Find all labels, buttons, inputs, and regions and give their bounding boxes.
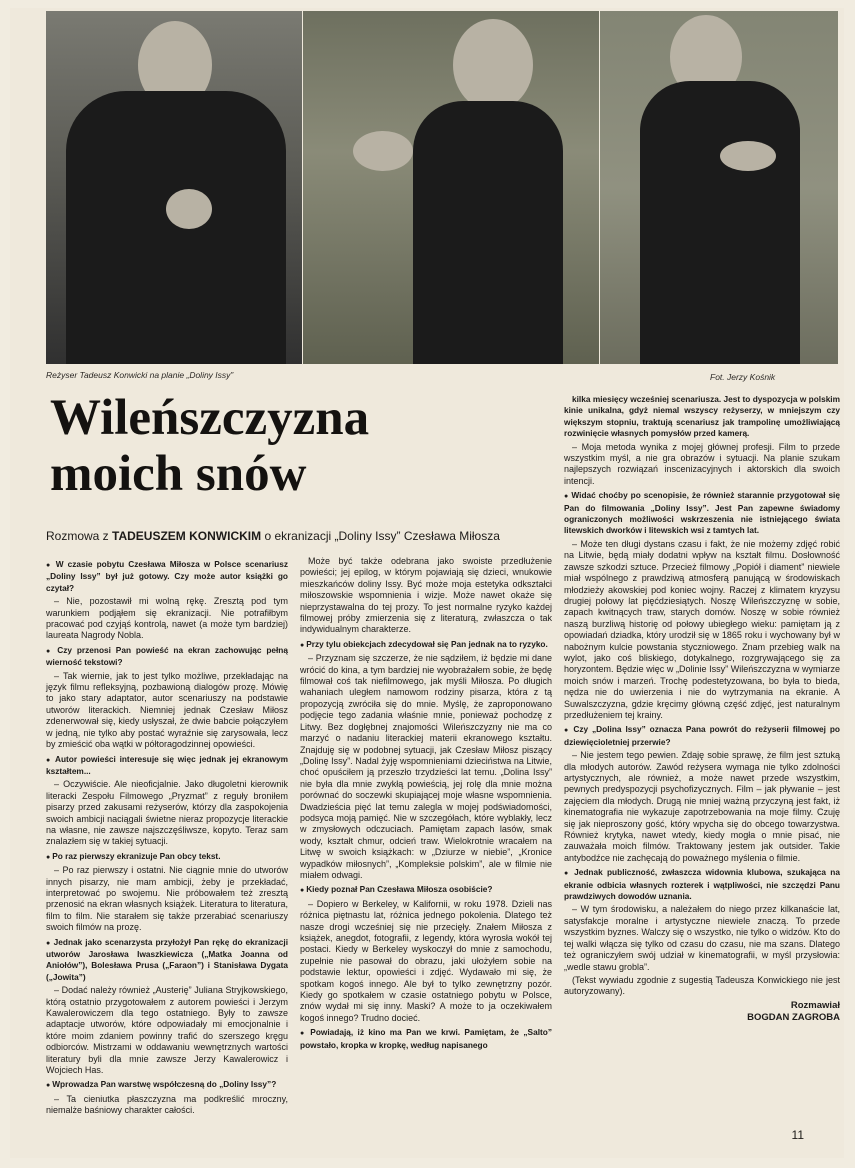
photo-konwicki-center: [303, 11, 599, 364]
interview-answer: – Dopiero w Berkeley, w Kalifornii, w roku 1978. Dzieli nas różnica piętnastu lat, różnica jednego pokolenia. Dlatego też nasze drogi wcześniej się nie przecięły. Znałem Miłosza z książek, anegdot, fotografii, z legendy, która wyrosła wokół tej postaci. Kiedy w Berkeley wyskoczył do mnie z samochodu, zupełnie nie pasował do obrazu, jaki ułożyłem sobie na podstawie lektur, opowieści i zdjęć. Wydawało mi się, że spotkam kogoś innego. Ale był to tylko zewnętrzny pozór. Kiedy go spotkałem w czasie ostatniego pobytu w Polsce, znów wydał mi się inny. Maski? A może to ja oczekiwałem kogoś innego? Trudno docieć.: [300, 898, 552, 1023]
interview-answer: – Ta cieniutka płaszczyzna ma podkreślić mroczny, niemalże baśniowy charakter całości.: [46, 1093, 288, 1116]
interview-answer: (Tekst wywiadu zgodnie z sugestią Tadeusza Konwickiego nie jest autoryzowany).: [564, 974, 840, 997]
interview-answer: – W tym środowisku, a należałem do niego przez kilkanaście lat, satysfakcje moralne i artystyczne niewiele znaczą. To przede wszystkim byznes. Walczy się o wszystko, nie tylko o widzów. Kto do tej walki włącza się tylko od czasu do czasu, nie ma szans. Dlatego też ograniczyłem swój udział w kinematografii, w myśl przysłowia: „wedle stawu grobla”.: [564, 904, 840, 972]
interview-answer: – Przyznam się szczerze, że nie sądziłem, iż będzie mi dane wrócić do kina, a tym bardziej nie wyobrażałem sobie, że będę filmował coś tak niefilmowego, jak myśli Miłosza. Po długich wahaniach uległem namowom rodziny pisarza, która z tą propozycją zwróciła się do mnie. Myślę, że zaproponowano podjęcie tego zadania właśnie mnie, ponieważ pochodzę z Litwy. Bez dogłębnej znajomości Wileńszczyzny nie ma co marzyć o nadaniu literackiej materii ekranowego kształtu. Znajduję się w podobnej sytuacji, jak Czesław Miłosz piszący „Dolinę Issy”. Nadal żyję wspomnieniami dzieciństwa na Litwie, choć opuściłem ją przeszło trzydzieści lat temu. „Dolina Issy” nie była dla mnie zwykłą powieścią, jej rolę dla mnie można porównać do soczewki skupiającej moje własne wspomnienia. Dwadzieścia pięć lat temu zalegla w mojej podświadomości, podsyca moją pamięć. Nie w szczegółach, które wyblakły, lecz w zmysłowych odczuciach. Pamiętam zapach lasów, smak wody, kształt chmur, odcień traw. Wielokrotnie wracałem na Litwę w swoich książkach: w „Dziurze w niebie”, „Kronice wypadków miłosnych”, „Kompleksie polskim”, ale w filmie nie miałem odwagi.: [300, 653, 552, 880]
interview-question: ● Jednak jako scenarzysta przyłożył Pan rękę do ekranizacji utworów Jarosława Iwaszkiewicza („Matka Joanna od Aniołów”), Bolesława Prusa („Faraon”) i Stanisława Dygata („Jowita”): [46, 937, 288, 984]
photo-figure: [66, 91, 286, 364]
interview-question: ● Czy przenosi Pan powieść na ekran zachowując pełną wierność tekstowi?: [46, 645, 288, 669]
interview-question: ● Wprowadza Pan warstwę współczesną do „Doliny Issy”?: [46, 1079, 288, 1091]
text-column-2: [300, 556, 552, 1053]
article-subtitle: [46, 529, 500, 543]
interview-answer: – Oczywiście. Ale nieoficjalnie. Jako długoletni kierownik literacki Zespołu Filmowego „Pryzmat” z reguły broniłem pisarzy przed zakusami reżyserów, którzy dla zaspokojenia swoich ambicji naciągali świetne nieraz propozycje literackie na własne, nie zawsze najszczęśliwsze, kopyto. Teraz sam znalazłem się w takiej sytuacji.: [46, 779, 288, 847]
interview-answer: – Tak wiernie, jak to jest tylko możliwe, przekładając na język filmu refleksyjną, pozbawioną dialogów prozę. Mówię to jako stary adaptator, autor scenariuszy na podstawie utworów literackich. Niemniej jednak Czesław Miłosz zdenerwował się, kiedy usłyszał, że dwie babcie połączyłem w jedną, nie tylko aby postać wyraźnie się zarysowała, lecz by zmieścić oba wątki w półtoragodzinnej opowieści.: [46, 670, 288, 750]
interview-answer: – Nie jestem tego pewien. Zdaję sobie sprawę, że film jest sztuką dla młodych autorów. Zawód reżysera wymaga nie tylko zdolności artystycznych, ale również, a może nawet przede wszystkim, pewnych predyspozycji psychofizycznych. Film – jak pływanie – jest zajęciem dla młodych. Drugą nie mniej ważną przyczyną jest fakt, iż kinematografia nie wykazuje zapotrzebowania na moje filmy. Czuję się jak nieproszony gość, który wpycha się do obcego towarzystwa. Również krytyka, nawet wtedy, kiedy mogła o mnie pisać, nie zauważała moich filmów. Traktowany jestem jak outsider. Takie antybodźce nie zachęcają do poważnego myślenia o filmie.: [564, 750, 840, 863]
interview-answer: Może być także odebrana jako swoiste przedłużenie powieści; jej epilog, w którym pojawiają się dzieci, wnukowie mieszkańców doliny Issy. Być może moja estetyka odkształci miłoszowskie wspomnienia i wizje. Może nawet okaże się nieprzystawalna do tej prozy. To jest normalne ryzyko każdej filmowej próby zmierzenia się z literaturą, zwłaszcza o tak indywidualnym charakterze.: [300, 556, 552, 635]
signature-role: Rozmawiał: [790, 999, 840, 1011]
text-column-1: [46, 556, 288, 1119]
text-column-3: [564, 394, 840, 1024]
interview-answer: – Dodać należy również „Austerię” Juliana Stryjkowskiego, którą ostatnio przygotowałem z autorem powieści i Jerzym Kawalerowiczem dla tego ostatniego. Były to zawsze adaptacje utworów, które odpowiadały mi emocjonalnie i które moim zdaniem powinny trafić do szerszego kręgu odbiorców. Mistrzami w oddawaniu wewnętrznych wartości literatury byli dla mnie zawsze Jerzy Kawalerowicz i Wojciech Has.: [46, 985, 288, 1076]
photo-figure: [640, 81, 800, 364]
interview-question: ● Po raz pierwszy ekranizuje Pan obcy tekst.: [46, 851, 288, 863]
photo-hand: [166, 189, 212, 229]
interview-question: ● Powiadają, iż kino ma Pan we krwi. Pamiętam, że „Salto” powstało, kropka w kropkę, według napisanego: [300, 1027, 552, 1051]
interview-answer: – Moja metoda wynika z mojej głównej profesji. Film to przede wszystkim myśl, a nie gra obrazów i sytuacji. Na planie szukam najlepszych rozwiązań inscenizacyjnych i aktorskich dla swoich intencji.: [564, 441, 840, 486]
title-line-1: Wileńszczyzna: [50, 390, 370, 446]
interview-answer: – Może ten długi dystans czasu i fakt, że nie możemy zdjęć robić na Litwie, będą miały dodatni wpływ na kształt filmu. Dosłowność zawsze szkodzi sztuce. Przecież filmowy „Popiół i diament” niewiele miał wspólnego z prawdziwą atmosferą panującą w środowiskach młodzieży akowskiej pod koniec wojny. Raczej z klimatem kryzysu drugiej połowy lat pięćdziesiątych. Noszę Wileńszczyznę w sobie, zapach kwitnących traw, starych domów. Noszę w sobie również naszą burzliwą historię od połowy ubiegłego wieku: pamiętam ją z opowiadań dziadka, który urodził się w 1865 roku i wychowany był w nabożnym kulcie powstania styczniowego. Znam przebieg walk na wylot, jako coś bliskiego, dotykalnego, rozgrywającego się za horyzontem. Będzie więc w „Dolinie Issy” Wileńszczyzna w wymiarze moich snów i marzeń. Trochę podestetyzowana, bo była to bieda, nędza nie do uwierzenia i nie do wytrzymania na ekranie. A Suwalszczyzna, gdzie kręcimy główną część zdjęć, jest naturalnym przedłużeniem tej krainy.: [564, 538, 840, 720]
interview-answer: – Nie, pozostawił mi wolną rękę. Zresztą pod tym warunkiem podjąłem się ekranizacji. Nie potrafiłbym pracować pod czyjąś kontrolą, nawet (a może tym bardziej) laureata Nagrody Nobla.: [46, 596, 288, 641]
photo-hand: [353, 131, 413, 171]
signature-name: BOGDAN ZAGROBA: [747, 1011, 840, 1023]
interview-question: ● Kiedy poznał Pan Czesława Miłosza osobiście?: [300, 884, 552, 896]
page-number: 11: [791, 1128, 804, 1142]
photo-hand: [720, 141, 776, 171]
photo-credit: Fot. Jerzy Kośnik: [710, 372, 776, 382]
interview-question: ● Jednak publiczność, zwłaszcza widownia klubowa, szukająca na ekranie odbicia własnych rozterek i wątpliwości, nie szczędzi Panu prawdziwych dowodów uznania.: [564, 867, 840, 902]
photo-head: [453, 19, 533, 111]
magazine-page: [10, 8, 844, 1158]
subtitle-post: o ekranizacji „Doliny Issy” Czesława Miłosza: [261, 529, 500, 543]
interview-answer: – Po raz pierwszy i ostatni. Nie ciągnie mnie do utworów innych pisarzy, nie mam ambicji, żeby je przekładać, interpretować po swojemu. Nie próbowałem też zresztą przenosić na ekran własnych książek. Literatura to literatura, film to film. Nie starałem się także przerabiać scenariuszy swoich filmów na prozę.: [46, 865, 288, 933]
title-line-2: moich snów: [50, 446, 307, 502]
column3-question-continued: kilka miesięcy wcześniej scenariusza. Jest to dyspozycja w polskim kinie unikalna, gdyż niemal wszyscy reżyserzy, w mniejszym czy większym stopniu, traktują scenariusz jak trampolinę umożliwiającą rozwinięcie własnych pomysłów przed kamerą.: [564, 394, 840, 439]
interview-question: ● Czy „Dolina Issy” oznacza Pana powrót do reżyserii filmowej po dziewięcioletniej przerwie?: [564, 724, 840, 748]
photo-konwicki-left: [46, 11, 302, 364]
interview-question: ● W czasie pobytu Czesława Miłosza w Polsce scenariusz „Doliny Issy” był już gotowy. Czy może autor książki go czytał?: [46, 559, 288, 594]
column3-body: [564, 442, 840, 998]
photo-caption: Reżyser Tadeusz Konwicki na planie „Doliny Issy”: [46, 370, 234, 380]
interview-question: ● Przy tylu obiekcjach zdecydował się Pan jednak na to ryzyko.: [300, 639, 552, 651]
subtitle-name: TADEUSZEM KONWICKIM: [112, 529, 262, 543]
article-title: [50, 390, 369, 502]
photo-konwicki-right: [600, 11, 838, 364]
signature: [564, 1000, 840, 1024]
photo-figure: [413, 101, 563, 364]
subtitle-pre: Rozmowa z: [46, 529, 113, 543]
interview-question: ● Autor powieści interesuje się więc jednak jej ekranowym kształtem...: [46, 754, 288, 778]
interview-question: ● Widać choćby po scenopisie, że również starannie przygotował się Pan do filmowania „Doliny Issy”. Jest Pan zapewne świadomy ograniczonych możliwości wskrzeszenia nie istniejącego świata litewskich dworków i litewskich wsi z tamtych lat.: [564, 490, 840, 537]
